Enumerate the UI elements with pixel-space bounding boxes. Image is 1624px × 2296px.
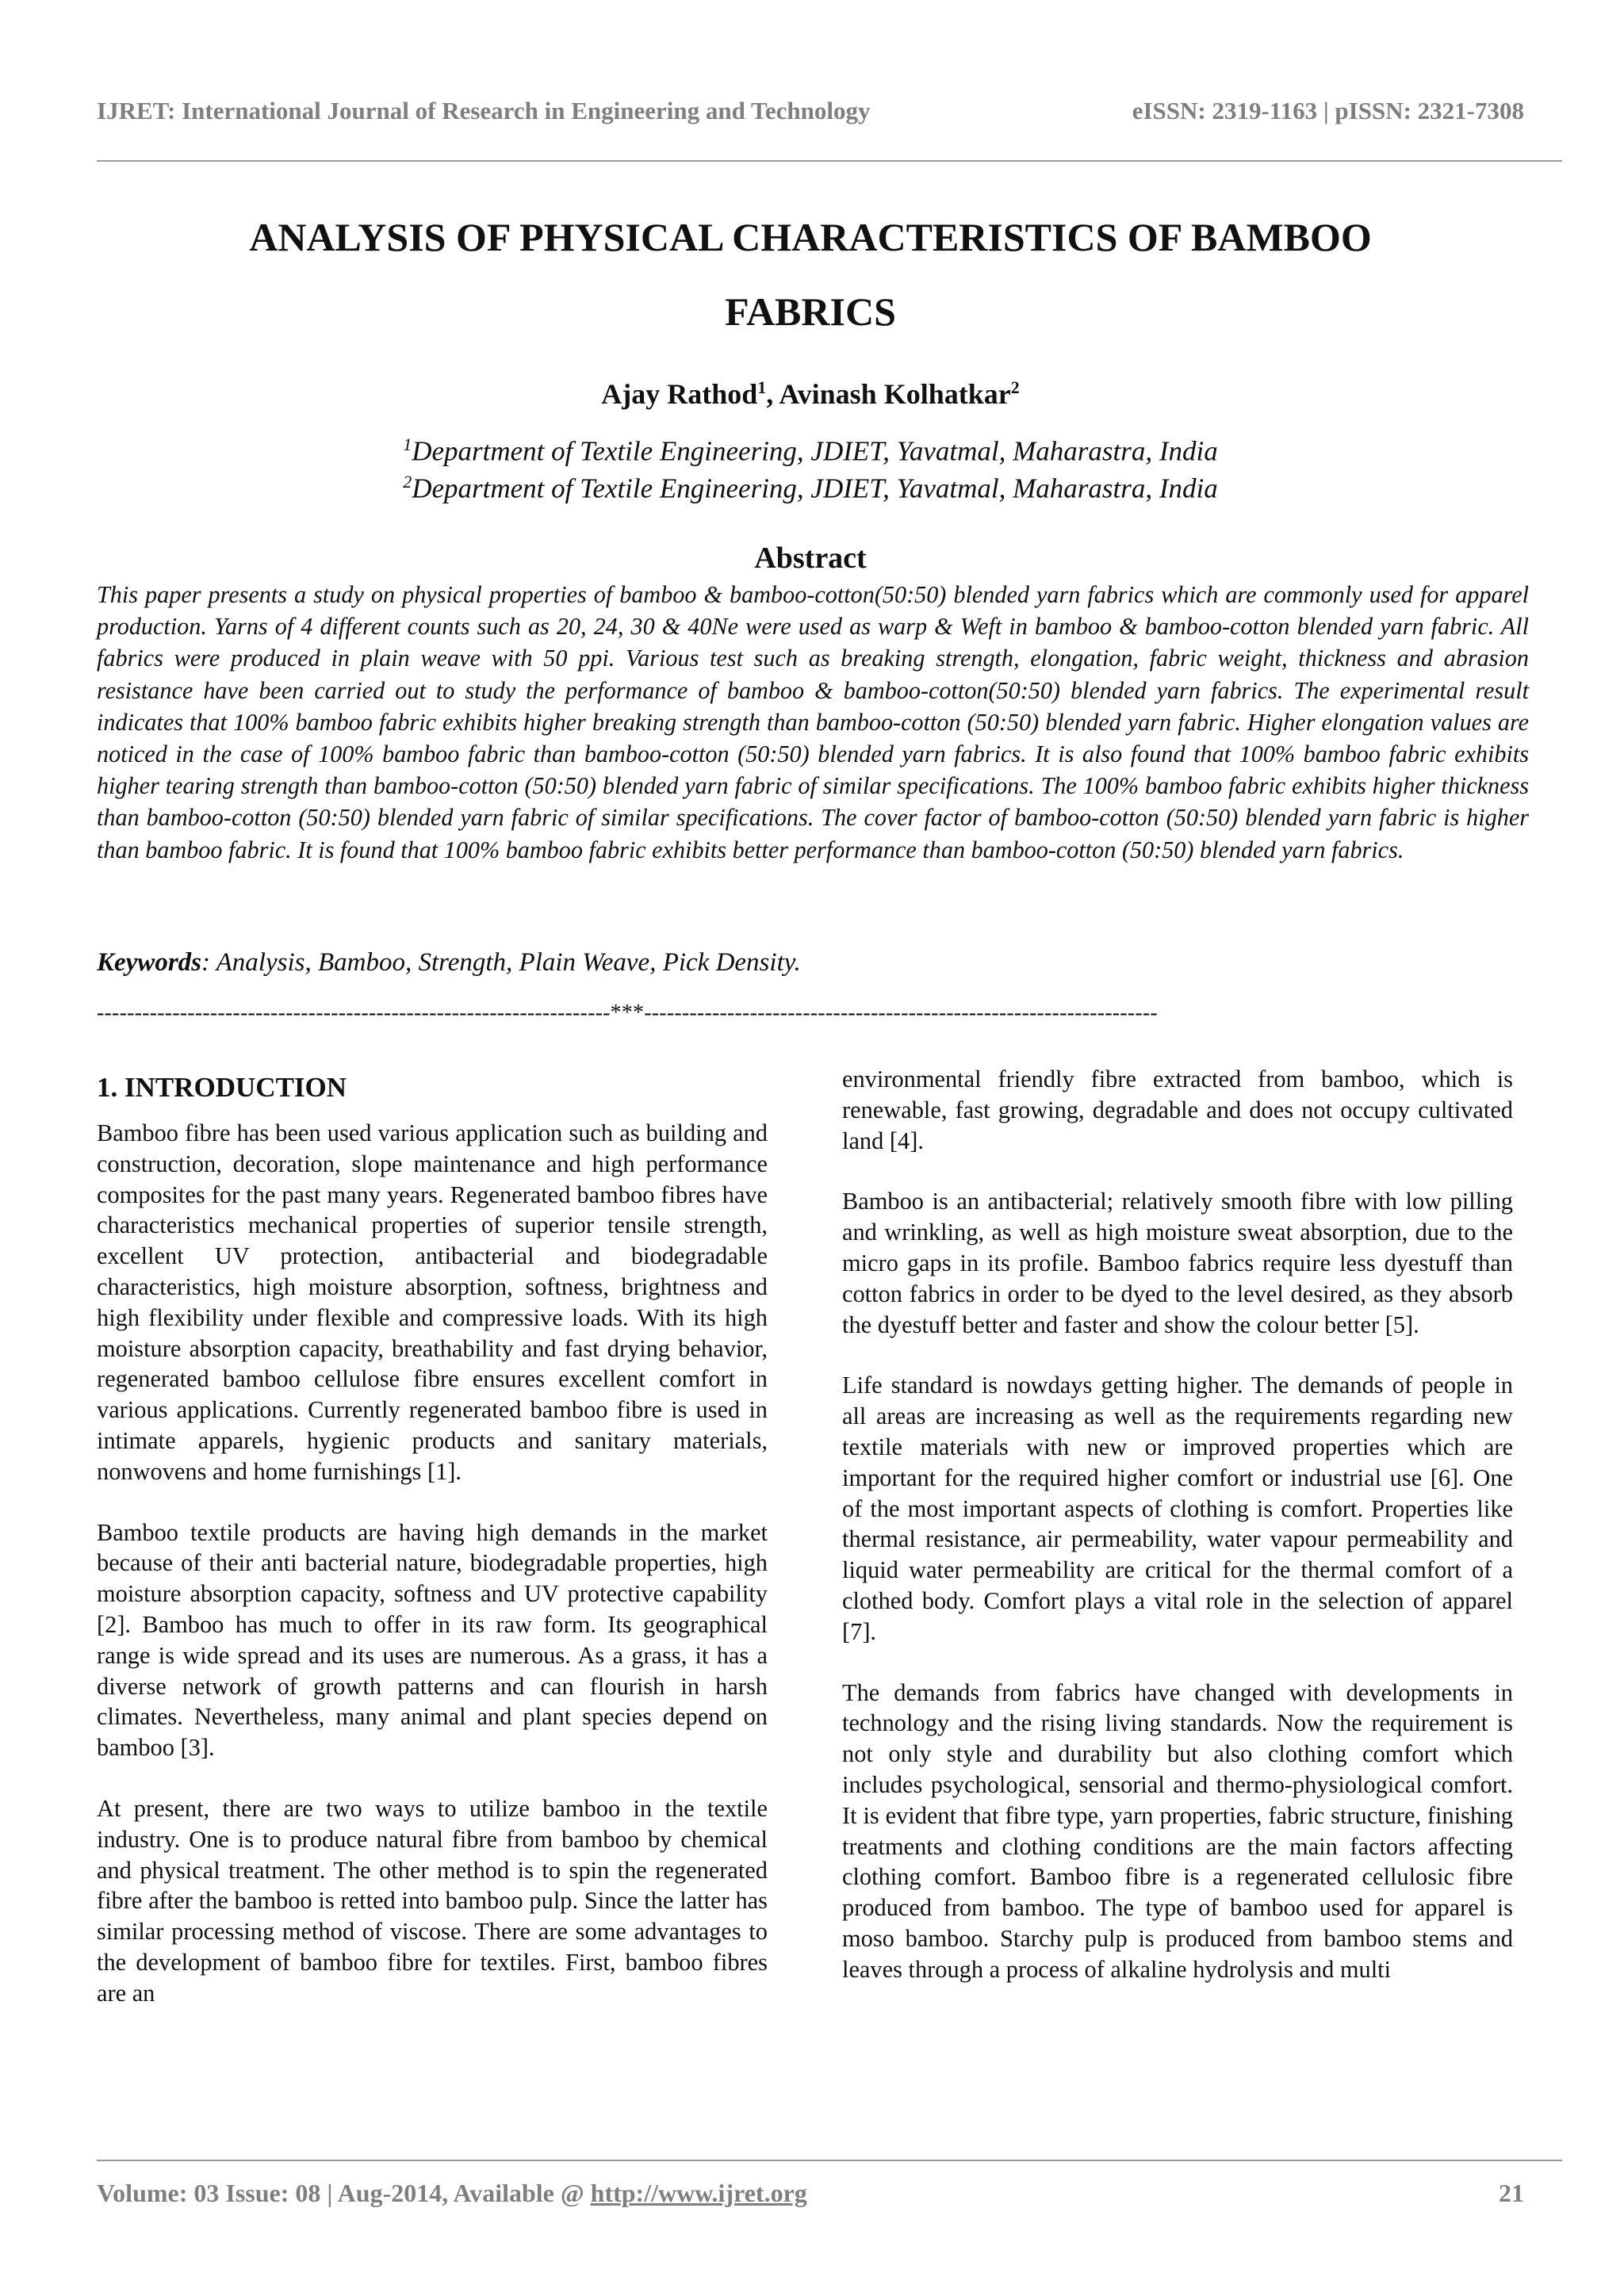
affiliation-text: Department of Textile Engineering, JDIET, Yavatmal, Maharastra, India — [412, 473, 1218, 504]
author-affil-mark: 2 — [1010, 377, 1020, 397]
paragraph: Bamboo textile products are having high demands in the market because of their anti bacterial nature, biodegradable properties, high moisture absorption capacity, softness and UV protective capability [2]. Bamboo has much to offer in its raw form. Its geographical range is wide spread and its uses are numerous. As a grass, it has a diverse network of growth patterns and can flourish in harsh climates. Nevertheless, many animal and plant species depend on bamboo [3]. — [97, 1518, 768, 1762]
journal-url-link[interactable]: http://www.ijret.org — [590, 2179, 807, 2207]
abstract-heading: Abstract — [754, 541, 867, 575]
header-divider — [97, 160, 1562, 162]
running-footer — [97, 2179, 1524, 2208]
author-name: Ajay Rathod — [601, 378, 758, 410]
author-name: Avinash Kolhatkar — [779, 378, 1011, 410]
left-column — [97, 1072, 768, 2039]
page-number: 21 — [1499, 2179, 1524, 2207]
affiliation — [97, 472, 1524, 505]
author-separator: , — [766, 378, 779, 410]
affiliation-mark: 2 — [403, 472, 412, 492]
paragraph: At present, there are two ways to utilize bamboo in the textile industry. One is to produce natural fibre from bamboo by chemical and physical treatment. The other method is to spin the regenerated fibre after the bamboo is retted into bamboo pulp. Since the latter has similar processing method of viscose. There are some advantages to the development of bamboo fibre for textiles. First, bamboo fibres are an — [97, 1794, 768, 2007]
section-separator: --------------------------------------------------------------------***-------------------------------------------------------------------- — [97, 1001, 1158, 1025]
affiliation-mark: 1 — [403, 434, 412, 454]
running-header — [97, 97, 1524, 125]
paper-title — [97, 200, 1524, 349]
keywords-label: Keywords — [97, 948, 201, 977]
keywords-text: : Analysis, Bamboo, Strength, Plain Weave, Pick Density. — [201, 948, 801, 977]
keywords — [97, 948, 1524, 978]
footer-volume — [97, 2179, 807, 2208]
affiliation — [97, 434, 1524, 468]
issn-info: eISSN: 2319-1163 | pISSN: 2321-7308 — [1132, 97, 1524, 124]
section-heading: 1. INTRODUCTION — [97, 1072, 347, 1103]
author-list — [97, 377, 1524, 411]
paragraph: The demands from fabrics have changed with developments in technology and the rising living standards. Now the requirement is not only style and durability but also clothing comfort which includes psychological, sensorial and thermo-physiological comfort. It is evident that fibre type, yarn properties, fabric structure, finishing treatments and clothing conditions are the main factors affecting clothing comfort. Bamboo fibre is a regenerated cellulosic fibre produced from bamboo. The type of bamboo used for apparel is moso bamboo. Starchy pulp is produced from bamboo stems and leaves through a process of alkaline hydrolysis and multi — [842, 1678, 1513, 1983]
paragraph: environmental friendly fibre extracted from bamboo, which is renewable, fast growing, degradable and does not occupy cultivated land [4]. — [842, 1066, 1513, 1154]
volume-info: Volume: 03 Issue: 08 | Aug-2014, Available @ — [97, 2179, 591, 2207]
title-line-1: ANALYSIS OF PHYSICAL CHARACTERISTICS OF BAMBOO — [249, 215, 1372, 259]
abstract-text: This paper presents a study on physical properties of bamboo & bamboo-cotton(50:50) blended yarn fabrics which are commonly used for apparel production. Yarns of 4 different counts such as 20, 24, 30 & 40Ne were used as warp & Weft in bamboo & bamboo-cotton blended yarn fabric. All fabrics were produced in plain weave with 50 ppi. Various test such as breaking strength, elongation, fabric weight, thickness and abrasion resistance have been carried out to study the performance of bamboo & bamboo-cotton(50:50) blended yarn fabrics. The experimental result indicates that 100% bamboo fabric exhibits higher breaking strength than bamboo-cotton (50:50) blended yarn fabric. Higher elongation values are noticed in the case of 100% bamboo fabric than bamboo-cotton (50:50) blended yarn fabrics. It is also found that 100% bamboo fabric exhibits higher tearing strength than bamboo-cotton (50:50) blended yarn fabric of similar specifications. The 100% bamboo fabric exhibits higher thickness than bamboo-cotton (50:50) blended yarn fabric of similar specifications. The cover factor of bamboo-cotton (50:50) blended yarn fabric is higher than bamboo fabric. It is found that 100% bamboo fabric exhibits better performance than bamboo-cotton (50:50) blended yarn fabrics. — [97, 581, 1529, 863]
author-affil-mark: 1 — [757, 377, 767, 397]
paragraph: Bamboo fibre has been used various application such as building and construction, decoration, slope maintenance and high performance composites for the past many years. Regenerated bamboo fibres have characteristics mechanical properties of superior tensile strength, excellent UV protection, antibacterial and biodegradable characteristics, high moisture absorption, softness, brightness and high flexibility under flexible and compressive loads. With its high moisture absorption capacity, breathability and fast drying behavior, regenerated bamboo cellulose fibre ensures excellent comfort in various applications. Currently regenerated bamboo fibre is used in intimate apparels, hygienic products and sanitary materials, nonwovens and home furnishings [1]. — [97, 1119, 768, 1485]
paragraph: Bamboo is an antibacterial; relatively smooth fibre with low pilling and wrinkling, as well as high moisture sweat absorption, due to the micro gaps in its profile. Bamboo fabrics require less dyestuff than cotton fabrics in order to be dyed to the level desired, as they absorb the dyestuff better and faster and show the colour better [5]. — [842, 1188, 1513, 1338]
title-line-2: FABRICS — [725, 289, 896, 334]
journal-name: IJRET: International Journal of Research in Engineering and Technology — [97, 97, 871, 124]
footer-divider — [97, 2160, 1562, 2161]
right-column — [842, 1064, 1513, 2015]
affiliation-text: Department of Textile Engineering, JDIET, Yavatmal, Maharastra, India — [412, 435, 1218, 467]
paragraph: Life standard is nowdays getting higher. The demands of people in all areas are increasing as well as the requirements regarding new textile materials with new or improved properties which are important for the required higher comfort or industrial use [6]. One of the most important aspects of clothing is comfort. Properties like thermal resistance, air permeability, water vapour permeability and liquid water permeability are critical for the thermal comfort of a clothed body. Comfort plays a vital role in the selection of apparel [7]. — [842, 1372, 1513, 1645]
